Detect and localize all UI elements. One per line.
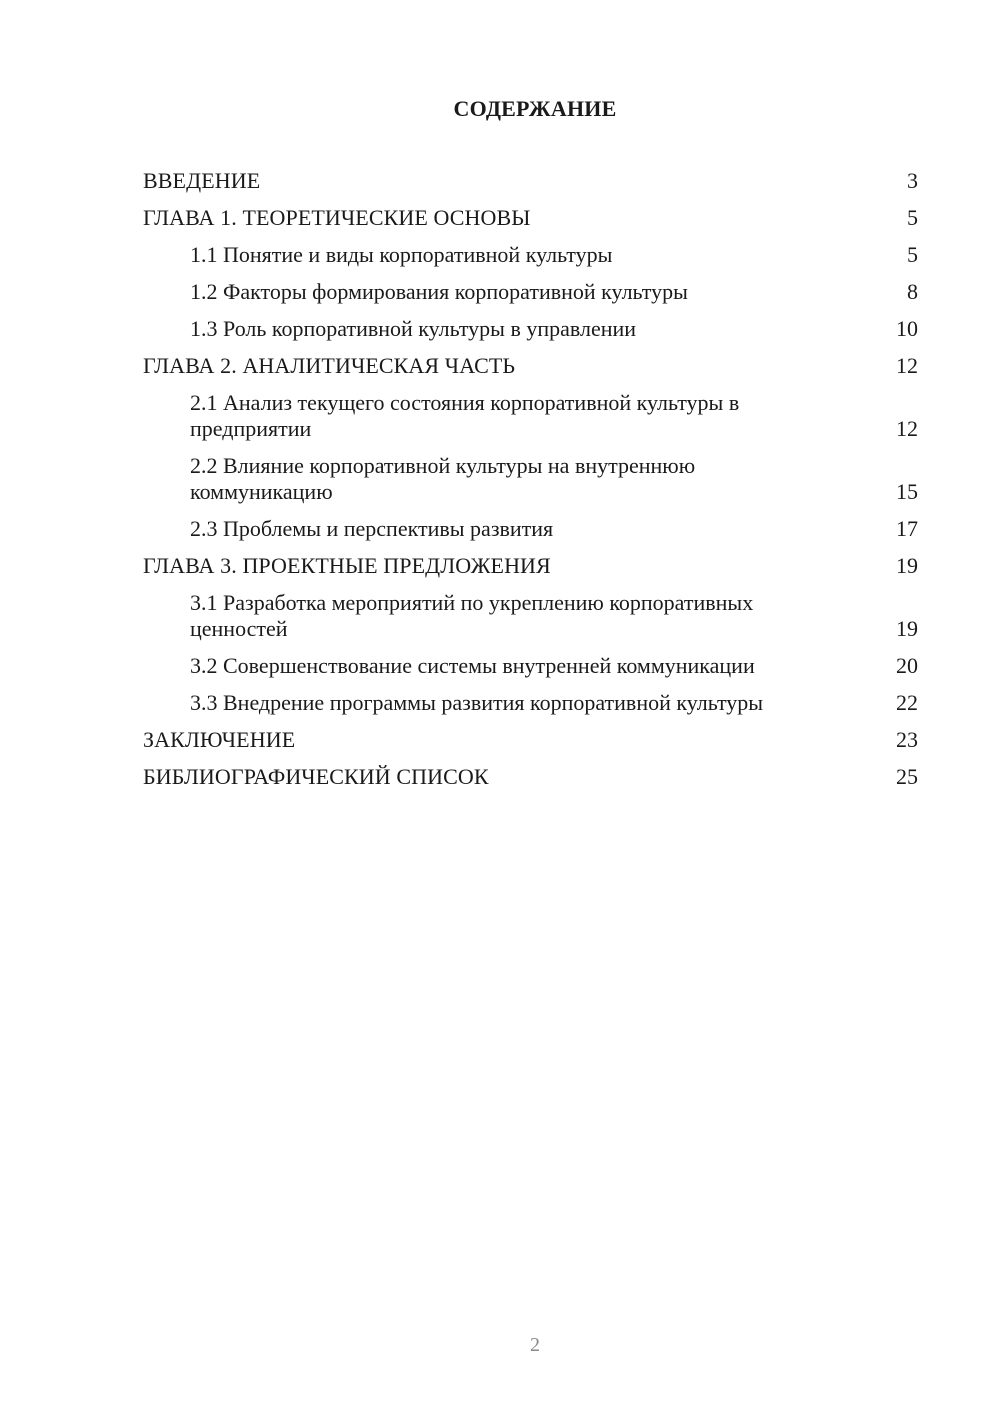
- toc-entry-page: 19: [896, 553, 918, 578]
- toc-entry-page: 17: [896, 516, 918, 541]
- toc-entry-label: ЗАКЛЮЧЕНИЕ: [143, 727, 296, 752]
- toc-entry-section-1-2[interactable]: [143, 279, 918, 305]
- toc-entry-label: ВВЕДЕНИЕ: [143, 168, 261, 193]
- toc-entry-conclusion[interactable]: [143, 727, 918, 753]
- toc-entry-page: 25: [896, 764, 918, 789]
- toc-entry-label: БИБЛИОГРАФИЧЕСКИЙ СПИСОК: [143, 764, 489, 789]
- toc-entry-section-2-3[interactable]: [143, 516, 918, 542]
- toc-entry-page: 23: [896, 727, 918, 752]
- toc-entry-label: 2.3 Проблемы и перспективы развития: [190, 516, 554, 541]
- toc-entry-label: ГЛАВА 2. АНАЛИТИЧЕСКАЯ ЧАСТЬ: [143, 353, 516, 378]
- toc-entry-page: 8: [907, 279, 918, 304]
- toc-entry-label: 3.1 Разработка мероприятий по укреплению корпоративных ценностей: [190, 590, 754, 641]
- toc-entry-chapter-2[interactable]: [143, 353, 918, 379]
- toc-entry-bibliography[interactable]: [143, 764, 918, 790]
- toc-entry-page: 3: [907, 168, 918, 193]
- toc-entry-label: ГЛАВА 3. ПРОЕКТНЫЕ ПРЕДЛОЖЕНИЯ: [143, 553, 551, 578]
- toc-entry-label: 1.2 Факторы формирования корпоративной культуры: [190, 279, 688, 304]
- toc-entry-chapter-1[interactable]: [143, 205, 918, 231]
- toc-entry-label: 2.1 Анализ текущего состояния корпоративной культуры в предприятии: [190, 390, 740, 441]
- toc-entry-page: 19: [896, 616, 918, 641]
- page-title: СОДЕРЖАНИЕ: [453, 96, 617, 121]
- toc-entry-chapter-3[interactable]: [143, 553, 918, 579]
- toc-entry-label: 2.2 Влияние корпоративной культуры на внутреннюю коммуникацию: [190, 453, 696, 504]
- toc-entry-page: 12: [896, 416, 918, 441]
- toc-entry-introduction[interactable]: [143, 168, 918, 194]
- toc-entry-section-1-3[interactable]: [143, 316, 918, 342]
- toc-entry-section-2-1[interactable]: [143, 390, 918, 442]
- toc-entry-section-3-3[interactable]: [143, 690, 918, 716]
- toc-entry-label: 1.3 Роль корпоративной культуры в управлении: [190, 316, 637, 341]
- toc-entry-label: ГЛАВА 1. ТЕОРЕТИЧЕСКИЕ ОСНОВЫ: [143, 205, 531, 230]
- toc-entry-section-2-2[interactable]: [143, 453, 918, 505]
- table-of-contents: [143, 168, 918, 801]
- toc-entry-section-3-2[interactable]: [143, 653, 918, 679]
- toc-entry-label: 3.3 Внедрение программы развития корпоративной культуры: [190, 690, 764, 715]
- toc-entry-page: 5: [907, 242, 918, 267]
- toc-entry-section-3-1[interactable]: [143, 590, 918, 642]
- toc-entry-page: 22: [896, 690, 918, 715]
- toc-entry-label: 1.1 Понятие и виды корпоративной культуры: [190, 242, 613, 267]
- toc-entry-section-1-1[interactable]: [143, 242, 918, 268]
- toc-entry-page: 20: [896, 653, 918, 678]
- toc-entry-page: 15: [896, 479, 918, 504]
- toc-entry-page: 12: [896, 353, 918, 378]
- toc-entry-label: 3.2 Совершенствование системы внутренней коммуникации: [190, 653, 755, 678]
- page-number: 2: [530, 1334, 540, 1356]
- toc-entry-page: 10: [896, 316, 918, 341]
- toc-entry-page: 5: [907, 205, 918, 230]
